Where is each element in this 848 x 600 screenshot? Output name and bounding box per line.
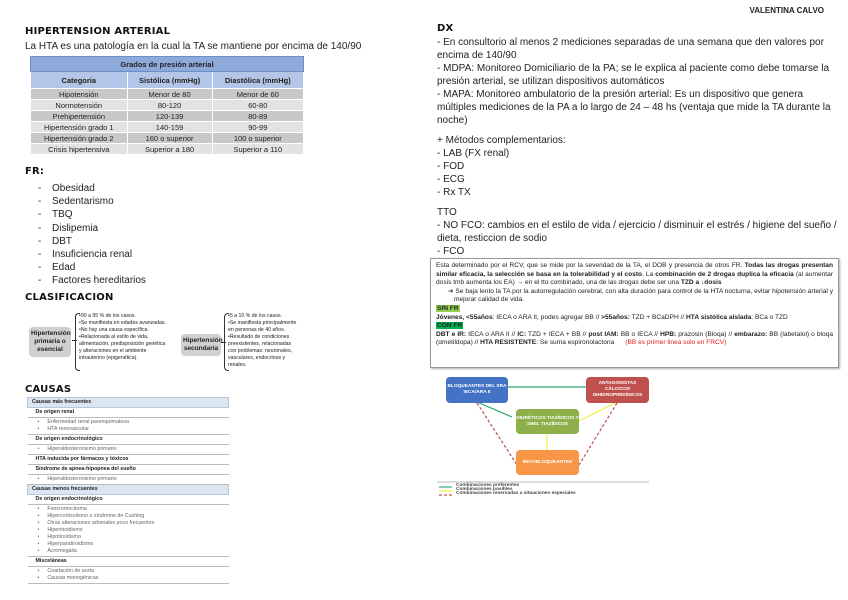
list-item: • Hipertiroidismo: [38, 527, 225, 534]
list-item: [38, 235, 146, 248]
list-item: [38, 274, 146, 287]
table-row: [28, 485, 229, 495]
risk-factor-list: [38, 182, 146, 288]
col-header: Categoria: [31, 72, 128, 89]
col-header: Sistólica (mmHg): [127, 72, 212, 89]
dash: -: [38, 222, 42, 234]
list-item: • Hipercortisolismo o síndrome de Cushing: [38, 513, 225, 520]
dash: -: [38, 209, 42, 221]
list-item-label: Obesidad: [52, 183, 95, 194]
table-cell: Superior a 180: [127, 144, 212, 155]
table-cell: 120-139: [127, 111, 212, 122]
table-row: [28, 398, 229, 408]
secondary-points: [228, 313, 300, 369]
table-cell: Hipertensión grado 1: [31, 122, 128, 133]
line-reserved: [579, 403, 617, 465]
text-line: - MAPA: Monitoreo ambulatorio de la presión arterial: Es un dispositivo que genera múltiples mediciones de la PA a lo largo de 24 – 48 hs (ventaja que mide la TA durante la noche): [437, 89, 831, 126]
col-header: Diastólica (mmHg): [212, 72, 303, 89]
list-item: • Enfermedad renal parenquimatosa: [38, 419, 225, 426]
subgroup: De origen renal: [28, 408, 229, 418]
legend-possible: Combinaciones posibles: [456, 487, 513, 492]
table-cell: Menor de 80: [127, 89, 212, 100]
list-item: • Hiperparatiroidismo: [38, 541, 225, 548]
group-header: Causas menos frecuentes: [28, 485, 229, 495]
treatment-paragraph: Esta determinado por el RCV, que se mide por la severidad de la TA, el DOB y presencia de otros FR. Todas las drogas presentan similar eficacia, la selección se basa en la tolerabilidad y el costo. La combinación de 2 drogas duplica la eficacia (al aumentar dosis tmb aumenta los EA) → en el tto combinado, una de las drogas debe ser una TZD a ↓dosis: [436, 262, 833, 287]
table-row: [28, 435, 229, 445]
primary-hypertension-box: Hipertensión primaria o esencial: [29, 327, 71, 357]
group-header: Causas más frecuentes: [28, 398, 229, 408]
text-line: - En consultorio al menos 2 mediciones separadas de una semana que den valores por encima de 140/90: [437, 37, 824, 61]
list-item-label: Edad: [52, 262, 76, 274]
list-item: • Hiperaldosteronismo primario: [38, 446, 225, 453]
con-fr-label: CON FR: [437, 322, 463, 330]
blood-pressure-grades-table: [30, 56, 304, 155]
sin-fr-label: SIN FR: [437, 304, 459, 312]
list-item: [38, 222, 146, 235]
dash: -: [38, 235, 42, 247]
dash: -: [38, 196, 42, 208]
table-cell: Superior a 110: [212, 144, 303, 155]
list-item-label: Factores hereditarios: [52, 275, 146, 287]
list-item: •No hay una causa específica.: [79, 327, 149, 333]
table-row: [31, 89, 304, 100]
text-line: - Rx TX: [437, 187, 471, 198]
bullet-list: [28, 567, 229, 584]
list-item: [38, 195, 146, 208]
text-line: - MDPA: Monitoreo Domiciliario de la PA; se le explica al paciente como debe tomarse la presión arterial, se utilizan dispositivos automáticos: [437, 63, 830, 87]
table-cell: 80-89: [212, 111, 303, 122]
table-cell: Normotensión: [31, 100, 128, 111]
subgroup: Síndrome de apnea-hipopnea del sueño: [28, 465, 229, 475]
table-cell: 60-80: [212, 100, 303, 111]
table-row: [28, 475, 229, 485]
dash: -: [38, 275, 42, 287]
table-cell: 90-99: [212, 122, 303, 133]
list-item-label: Sedentarismo: [52, 196, 114, 208]
legend-reserved: Combinaciones reservadas a situaciones especiales: [456, 491, 576, 496]
table-row: [31, 100, 304, 111]
author-name: VALENTINA CALVO: [749, 6, 824, 15]
table-cell: Menor de 60: [212, 89, 303, 100]
list-item: • Hipotiroidismo: [38, 534, 225, 541]
table-row: [31, 144, 304, 155]
node-thiazide-diuretics: DIURÉTICOS TIAZÍDICOS Y SIMIL TIAZÍDICOS: [516, 409, 579, 434]
node-calcium-antagonists: ANTAGONISTAS CÁLCICOS DIHIDROPIRIDÍNICOS: [586, 377, 649, 403]
bullet-list: [28, 418, 229, 435]
legend-preferred: Combinaciones preferentes: [456, 483, 520, 488]
subgroup: De origen endocrinológico: [28, 495, 229, 505]
list-item-label: Insuficiencia renal: [52, 249, 133, 261]
list-item: [38, 182, 146, 195]
table-row: [28, 445, 229, 455]
bullet-list: [28, 505, 229, 557]
dx-heading: DX: [437, 23, 454, 34]
subgroup: Misceláneas: [28, 557, 229, 567]
list-item-label: Dislipemia: [52, 222, 99, 234]
text-line: - ECG: [437, 174, 465, 185]
table-title: Grados de presión arterial: [31, 57, 304, 72]
table-cell: 100 o superior: [212, 133, 303, 144]
line-preferred: [477, 402, 512, 417]
list-item: •90 a 95 % de los casos.: [79, 313, 136, 319]
tto-text: [437, 219, 837, 258]
node-beta-blockers: BETABLOQUEANTES: [516, 450, 579, 475]
complementary-methods: [437, 134, 837, 199]
table-cell: 160 o superior: [127, 133, 212, 144]
list-item: •Resultado de condiciones preexistentes, relacionadas con problemas: neuronales, vasculares, endocrinos y renales.: [228, 334, 293, 368]
secondary-hypertension-box: Hipertensión secundaria: [181, 334, 221, 356]
text-line: - LAB (FX renal): [437, 148, 510, 159]
table-row: [28, 557, 229, 567]
list-item: •Se manifiesta en edades avanzadas.: [79, 320, 166, 326]
table-cell: Hipotensión: [31, 89, 128, 100]
bullet-list: [28, 475, 229, 485]
list-item-label: TBQ: [52, 209, 73, 221]
list-item: [38, 248, 146, 261]
dash: -: [38, 183, 42, 194]
table-cell: Crisis hipertensiva: [31, 144, 128, 155]
list-item: • Coartación de aorta: [38, 568, 225, 575]
intro-text: La HTA es una patología en la cual la TA se mantiene por encima de 140/90: [25, 41, 362, 52]
arrow-note: ➔ Se baja lento la TA por la autorregulación cerebral, con alta duración para control de la HTA nocturna, evitar hipotensión arterial y mejorar calidad de vida.: [448, 287, 833, 304]
causes-table: [27, 397, 229, 584]
list-item: •Se manifiesta principalmente en personas de 40 años.: [228, 320, 297, 333]
text-line: - FOD: [437, 161, 465, 172]
con-fr-text: DBT e IR: IECA o ARA II // IC: TZD + IECA + BB // post IAM: BB o IECA // HPB: prazosin (Bloqa) // embarazo: BB (labetalol) o bloqa (αmetildopa) // HTA RESISTENTE: Se suma espironolactona (BB es primer linea solo en FRCV): [436, 330, 834, 347]
page-title: HIPERTENSION ARTERIAL: [25, 26, 171, 37]
list-item: • Otras alteraciones adrenales poco frecuentes: [38, 520, 225, 527]
table-row: [28, 418, 229, 435]
table-cell: 80-120: [127, 100, 212, 111]
table-cell: Prehipertensión: [31, 111, 128, 122]
treatment-box: [430, 258, 839, 368]
line-reserved: [477, 403, 517, 465]
dx-text: [437, 36, 837, 127]
list-item: • Causas monogénicas: [38, 575, 225, 582]
list-item: [38, 208, 146, 221]
table-row: [28, 455, 229, 465]
list-item-label: DBT: [52, 235, 72, 247]
table-row: [28, 495, 229, 505]
table-row: [31, 133, 304, 144]
list-item: [38, 261, 146, 274]
fr-heading: FR:: [25, 166, 45, 177]
list-item: • Acromegalia: [38, 548, 225, 555]
list-item: • HTA renovascular: [38, 426, 225, 433]
node-sra-blockers: BLOQUEANTES DEL SRA IECA/ARA II: [446, 377, 508, 403]
list-item: • Feocromocitoma: [38, 506, 225, 513]
sin-fr-text: Jóvenes, <55años: IECA o ARA II, podes agregar BB // >55años: TZD + BCaDPH // HTA sistólica aislada: BCa o TZD: [436, 313, 788, 321]
table-row: [28, 465, 229, 475]
list-item: •Relacionada al estilo de vida, alimentación, predisposición genética y alteraciones en el ambiente intrauterino (epigenética).: [79, 334, 166, 361]
table-row: [31, 122, 304, 133]
table-cell: 140-159: [127, 122, 212, 133]
table-row: [28, 408, 229, 418]
text-line: - FCO: [437, 246, 465, 257]
list-item: • Hiperaldosteronismo primario: [38, 476, 225, 483]
causas-heading: CAUSAS: [25, 384, 72, 395]
subgroup: HTA inducida por fármacos y tóxicos: [28, 455, 229, 465]
bullet-list: [28, 445, 229, 455]
dash: -: [38, 262, 42, 274]
text-line: + Métodos complementarios:: [437, 135, 566, 146]
table-row: [28, 567, 229, 584]
table-row: [28, 505, 229, 557]
dash: -: [38, 249, 42, 261]
subgroup: De origen endocrinológico: [28, 435, 229, 445]
drug-combination-diagram: [437, 370, 657, 505]
clasificacion-heading: CLASIFICACION: [25, 292, 114, 303]
list-item: •5 a 10 % de los casos.: [228, 313, 283, 319]
text-line: - NO FCO: cambios en el estilo de vida / ejercicio / disminuir el estrés / higiene del sueño / dieta, resticcion de sodio: [437, 220, 837, 244]
tto-heading: TTO: [437, 207, 457, 218]
table-cell: Hipertensión grado 2: [31, 133, 128, 144]
primary-points: [79, 313, 167, 362]
table-row: [31, 111, 304, 122]
